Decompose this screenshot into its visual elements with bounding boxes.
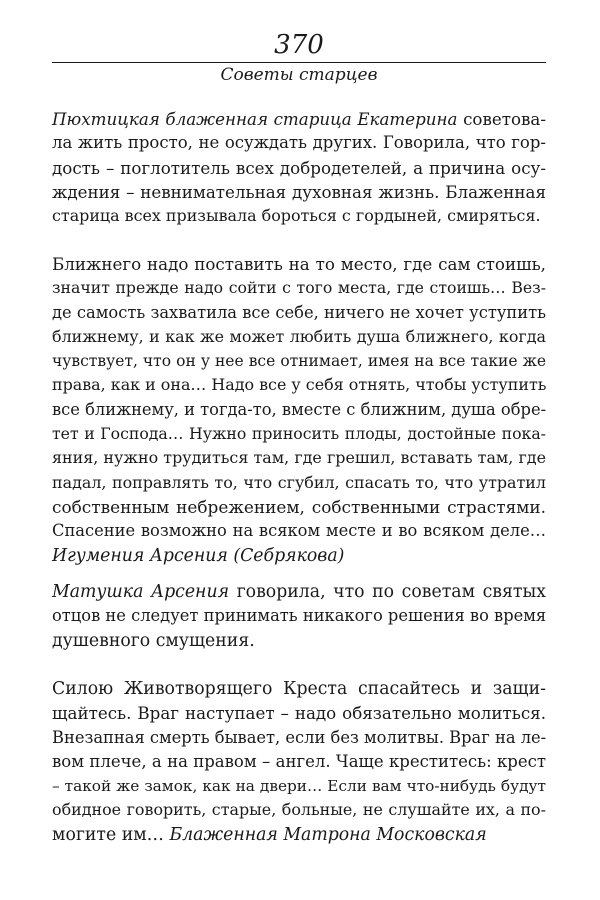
text-line: душевного смущения. [52,630,255,651]
line-text: говорила, что по советам святых [229,582,546,602]
text-line: ла жить просто, не осуждать других. Говорила, что гор- [52,133,546,153]
page-number: 370 [274,30,324,60]
text-line: – такой же замок, как на двери… Если вам что-нибудь будут [52,777,546,796]
text-line [52,823,546,847]
running-title: Советы старцев [220,65,378,85]
text-line: вом плече, а на правом – ангел. Чаще креститесь: крест [52,751,546,771]
text-line: отцов не следует принимать никакого решения во время [52,606,547,626]
text-line: падал, поправлять то, что сгубил, спасать то, что утратил [52,472,546,492]
attribution-name: Пюхтицкая блаженная старица Екатерина [52,109,458,129]
attribution-name: Матушка Арсения [52,582,230,602]
text-line: Ближнего надо поставить на то место, где сам стоишь, [52,254,546,274]
attribution-name: Блаженная Матрона Московская [169,824,487,845]
text-line: обидное говорить, старые, больные, не слушайте их, а по- [52,800,546,820]
header-rule [52,62,546,63]
text-line [52,107,546,131]
text-line: старица всех призывала бороться с гордыней, смиряться. [52,206,541,226]
line-text: могите им… [52,824,170,845]
text-line: яния, нужно трудиться там, где грешил, вставать там, где [52,448,546,468]
text-line: все ближнему, и тогда-то, вместе с ближним, душа обре- [52,399,547,419]
book-page [52,0,546,900]
text-line: собственным небрежением, собственными страстями. [52,496,546,517]
text-line: щайтесь. Враг наступает – надо обязательно молиться. [52,703,546,724]
text-line: значит прежде надо сойти с того места, где стоишь… Вез- [52,278,546,298]
text-line: чувствует, что он у нее все отнимает, имея на все такие же [52,352,546,371]
line-text: советова- [457,109,546,129]
text-line: ждения – невнимательная духовная жизнь. Блаженная [52,181,546,202]
paragraph-arsenia-sebryakova [52,252,546,568]
text-line: Внезапная смерть бывает, если без молитвы. Враг на ле- [52,727,547,747]
text-line: права, как и она… Надо все у себя отнять, чтобы уступить [52,375,547,395]
paragraph-ekaterina [52,107,546,228]
text-line: дость – поглотитель всех добродетелей, а причина осу- [52,157,546,178]
text-line: тет и Господа… Нужно приносить плоды, достойные пока- [52,424,546,444]
paragraph-matrona [52,677,546,847]
text-line: Силою Животворящего Креста спасайтесь и защи- [52,679,546,699]
text-line: ближнему, и как же может любить душа ближнего, когда [52,326,546,346]
paragraph-matushka-arsenia [52,580,546,653]
text-line: Спасение возможно на всяком месте и во всяком деле… [52,521,546,541]
text-line: де самость захватила все себе, ничего не хочет уступить [52,302,546,322]
attribution-line: Игумения Арсения (Себрякова) [52,545,345,566]
text-line [52,580,546,604]
